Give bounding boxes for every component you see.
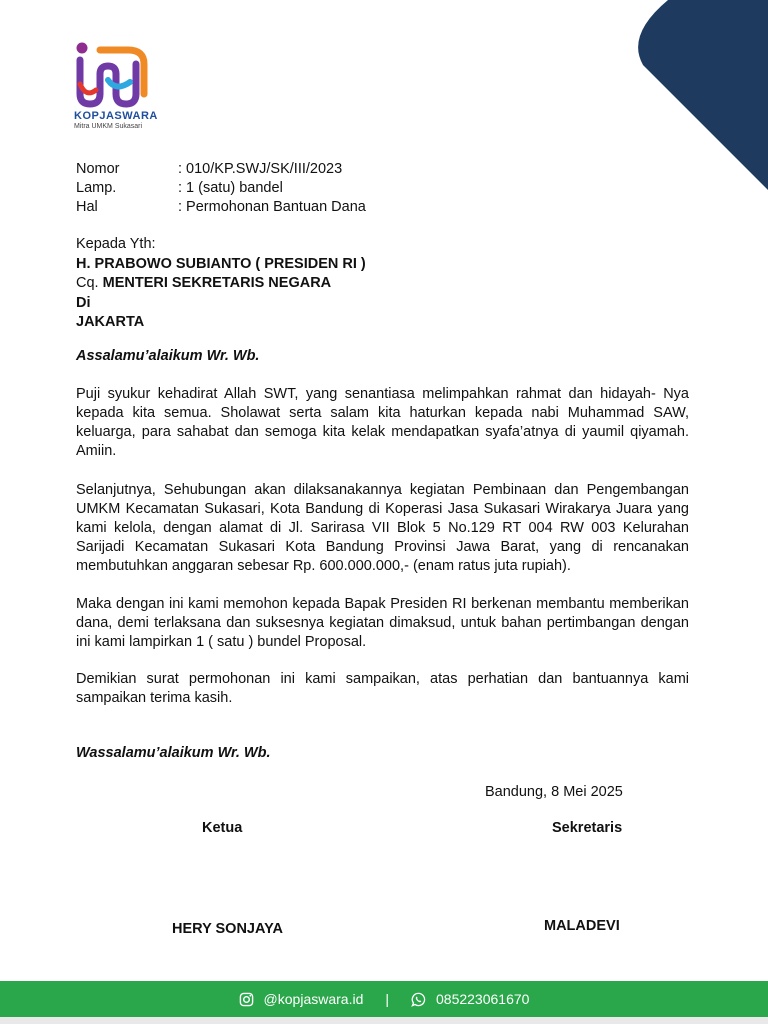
instagram-handle[interactable]: @kopjaswara.id: [263, 991, 364, 1007]
bottom-strip: [0, 1017, 768, 1024]
meta-nomor: [76, 160, 366, 179]
signature-left-title: Ketua: [202, 820, 243, 836]
meta-hal: [76, 198, 366, 217]
recipient-city: JAKARTA: [76, 314, 145, 330]
recipient-name: H. PRABOWO SUBIANTO ( PRESIDEN RI ): [76, 255, 366, 272]
paragraph-opening: Puji syukur kehadirat Allah SWT, yang senantiasa melimpahkan rahmat dan hidayah- Nya kepada kita semua. Sholawat serta salam kita haturkan kepada nabi Muhammad SAW, keluarga, para sahabat dan semoga kita kelak mendapatkan syafa’atnya di yaumil qiyamah. Amiin.: [76, 386, 689, 459]
brand-name: KOPJASWARA: [74, 110, 158, 122]
brand-tagline: Mitra UMKM Sukasari: [74, 123, 143, 130]
corner-decoration: [638, 0, 768, 190]
signature-left-name: HERY SONJAYA: [172, 921, 283, 937]
instagram-icon: [239, 992, 254, 1007]
lamp-label: Lamp.: [76, 180, 117, 196]
cq-name: MENTERI SEKRETARIS NEGARA: [102, 275, 332, 291]
nomor-label: Nomor: [76, 161, 120, 177]
logo-mark-icon: [74, 40, 150, 108]
signature-right-title: Sekretaris: [552, 820, 623, 836]
hal-value: : Permohonan Bantuan Dana: [178, 199, 366, 215]
lamp-value: : 1 (satu) bandel: [178, 180, 283, 196]
letter-meta: [76, 160, 366, 217]
salutation: Assalamu’alaikum Wr. Wb.: [76, 348, 260, 364]
organization-logo: [74, 40, 158, 130]
paragraph-request: Maka dengan ini kami memohon kepada Bapak Presiden RI berkenan membantu memberikan dana, demi terlaksana dan suksesnya kegiatan dimaksud, untuk bahan pertimbangan dengan ini kami lampirkan 1 ( satu ) bundel Proposal.: [76, 596, 689, 650]
footer-separator: |: [385, 991, 389, 1007]
whatsapp-icon: [411, 992, 426, 1007]
hal-label: Hal: [76, 199, 98, 215]
meta-lamp: [76, 179, 366, 198]
recipient-greeting: Kepada Yth:: [76, 236, 156, 252]
whatsapp-number[interactable]: 085223061670: [436, 991, 530, 1007]
recipient-di: Di: [76, 294, 91, 311]
recipient-block: [76, 235, 366, 333]
recipient-cq: [76, 274, 366, 294]
paragraph-closing: Demikian surat permohonan ini kami sampaikan, atas perhatian dan bantuannya kami sampaikan terima kasih.: [76, 671, 689, 706]
paragraph-purpose: Selanjutnya, Sehubungan akan dilaksanakannya kegiatan Pembinaan dan Pengembangan UMKM Kecamatan Sukasari, Kota Bandung di Koperasi Jasa Sukasari Wirakarya Juara yang kami kelola, dengan alamat di Jl. Sarirasa VII Blok 5 No.129 RT 004 RW 003 Kelurahan Sarijadi Kecamatan Sukasari Kota Bandung Provinsi Jawa Barat, yang di rencanakan membutuhkan anggaran sebesar Rp. 600.000.000,- (enam ratus juta rupiah).: [76, 482, 689, 574]
nomor-value: : 010/KP.SWJ/SK/III/2023: [178, 161, 343, 177]
closing-salutation: Wassalamu’alaikum Wr. Wb.: [76, 745, 271, 761]
signature-right-name: MALADEVI: [544, 918, 620, 934]
letter-date: Bandung, 8 Mei 2025: [485, 784, 623, 800]
cq-prefix: Cq.: [76, 275, 99, 291]
footer-bar: [0, 981, 768, 1017]
